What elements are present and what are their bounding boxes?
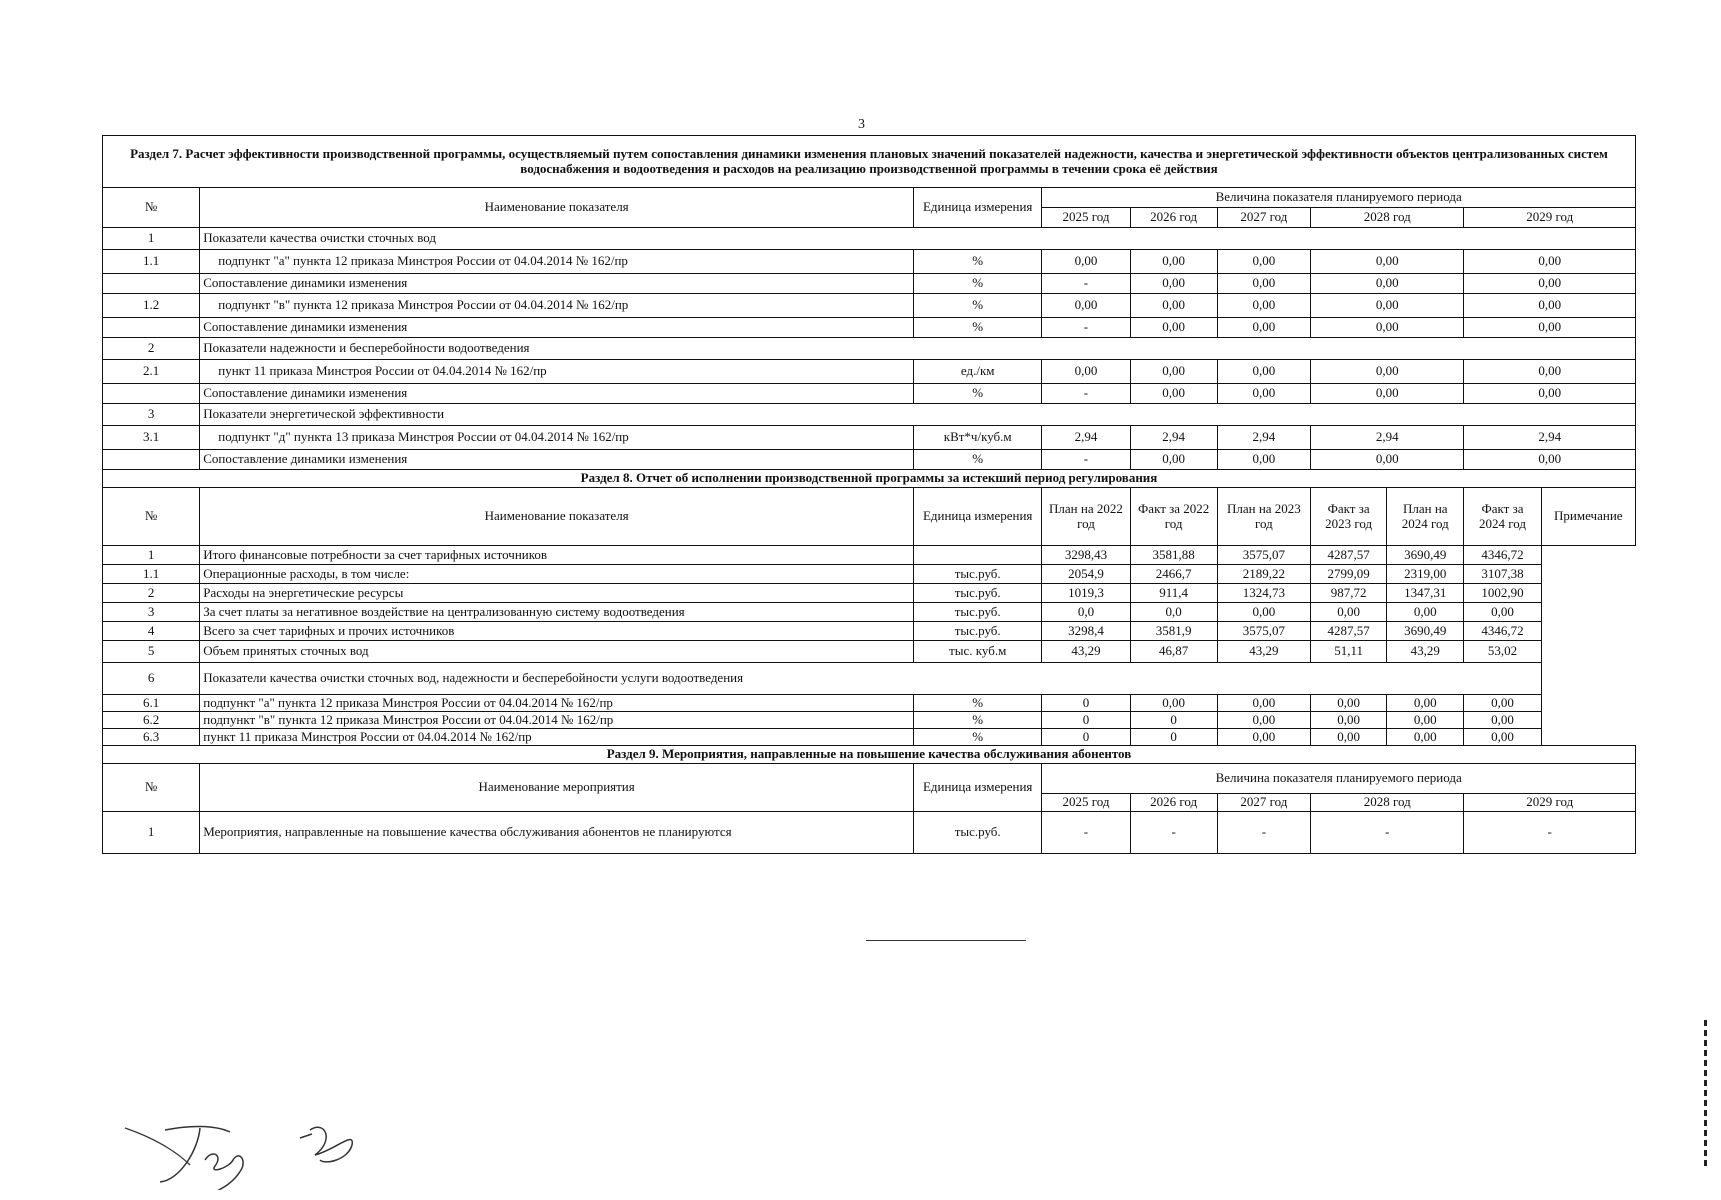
value-cell: 0,00: [1130, 250, 1217, 274]
row-number: [103, 384, 200, 404]
section9-title: Раздел 9. Мероприятия, направленные на повышение качества обслуживания абонентов: [103, 746, 1636, 764]
indicator-name: За счет платы за негативное воздействие на централизованную систему водоотведения: [200, 603, 914, 622]
row-number: 3: [103, 603, 200, 622]
value-cell: 4287,57: [1311, 546, 1387, 565]
value-cell: 0,00: [1311, 712, 1387, 729]
value-cell: 2,94: [1311, 426, 1464, 450]
handwritten-signature: [120, 1120, 380, 1190]
value-cell: 0,00: [1311, 603, 1387, 622]
unit-cell: %: [914, 250, 1042, 274]
value-cell: 0,00: [1311, 695, 1387, 712]
value-cell: 0,00: [1130, 318, 1217, 338]
value-cell: 0,00: [1311, 360, 1464, 384]
section7-title: Раздел 7. Расчет эффективности производственной программы, осуществляемый путем сопоставления динамики изменения плановых значений показателей надежности, качества и энергетической эффективности объектов централизованных систем водоснабжения и водоотведения и расходов на реализацию производственной программы в течении срока её действия: [103, 136, 1636, 188]
value-cell: 2,94: [1042, 426, 1130, 450]
unit-cell: кВт*ч/куб.м: [914, 426, 1042, 450]
row-number: 6.3: [103, 729, 200, 746]
value-cell: 0,00: [1311, 450, 1464, 470]
year-header: 2026 год: [1130, 794, 1217, 812]
value-cell: 0,00: [1130, 294, 1217, 318]
group-name: Показатели качества очистки сточных вод: [200, 228, 1636, 250]
value-cell: 0,00: [1217, 294, 1310, 318]
unit-cell: тыс. куб.м: [914, 641, 1042, 663]
value-cell: -: [1464, 812, 1636, 854]
indicator-name: подпункт "а" пункта 12 приказа Минстроя России от 04.04.2014 № 162/пр: [200, 250, 914, 274]
value-cell: 4346,72: [1464, 546, 1541, 565]
col-header-unit: Единица измерения: [914, 488, 1042, 546]
row-number: 2.1: [103, 360, 200, 384]
value-cell: 0,00: [1217, 695, 1310, 712]
group-name: Показатели надежности и бесперебойности водоотведения: [200, 338, 1636, 360]
value-cell: 0,00: [1311, 274, 1464, 294]
value-cell: 0,00: [1217, 250, 1310, 274]
value-cell: 2319,00: [1387, 565, 1464, 584]
value-cell: 0,00: [1217, 318, 1310, 338]
value-cell: 2054,9: [1042, 565, 1130, 584]
value-cell: 0,0: [1130, 603, 1217, 622]
value-cell: -: [1042, 450, 1130, 470]
value-cell: 0,00: [1217, 450, 1310, 470]
value-cell: 0,00: [1464, 274, 1636, 294]
row-number: 4: [103, 622, 200, 641]
unit-cell: %: [914, 318, 1042, 338]
row-number: 3.1: [103, 426, 200, 450]
report-row: [103, 565, 1636, 584]
year-header: 2026 год: [1130, 208, 1217, 228]
col-header-num: №: [103, 188, 200, 228]
value-cell: 3575,07: [1217, 546, 1310, 565]
indicator-name: Операционные расходы, в том числе:: [200, 565, 914, 584]
section8-header-row: [103, 488, 1636, 546]
value-cell: 2189,22: [1217, 565, 1310, 584]
value-cell: 0,00: [1464, 712, 1541, 729]
report-row: [103, 584, 1636, 603]
value-cell: 43,29: [1042, 641, 1130, 663]
value-cell: -: [1042, 384, 1130, 404]
report-table-body: [103, 136, 1636, 854]
note-cell: [1541, 546, 1635, 746]
indicator-name: подпункт "в" пункта 12 приказа Минстроя России от 04.04.2014 № 162/пр: [200, 712, 914, 729]
group-row: [103, 663, 1636, 695]
period-header: Факт за 2022 год: [1130, 488, 1217, 546]
value-cell: 0,00: [1387, 729, 1464, 746]
unit-cell: тыс.руб.: [914, 812, 1042, 854]
value-cell: 0,00: [1130, 450, 1217, 470]
group-row: [103, 404, 1636, 426]
value-cell: 0,00: [1464, 695, 1541, 712]
value-cell: 0,00: [1311, 250, 1464, 274]
indicator-name: Всего за счет тарифных и прочих источников: [200, 622, 914, 641]
value-cell: 3107,38: [1464, 565, 1541, 584]
section8-title: Раздел 8. Отчет об исполнении производственной программы за истекший период регулирования: [103, 470, 1636, 488]
indicator-name: подпункт "а" пункта 12 приказа Минстроя России от 04.04.2014 № 162/пр: [200, 695, 914, 712]
section9-header-row: [103, 764, 1636, 794]
group-row: [103, 228, 1636, 250]
value-cell: 987,72: [1311, 584, 1387, 603]
year-header: 2025 год: [1042, 208, 1130, 228]
row-number: 1.1: [103, 565, 200, 584]
row-number: 1: [103, 812, 200, 854]
value-cell: 911,4: [1130, 584, 1217, 603]
indicator-row: [103, 426, 1636, 450]
row-number: 6.2: [103, 712, 200, 729]
value-cell: 0,00: [1387, 695, 1464, 712]
year-header: 2028 год: [1311, 794, 1464, 812]
row-number: 2: [103, 338, 200, 360]
row-number: 2: [103, 584, 200, 603]
value-cell: 0,00: [1464, 384, 1636, 404]
indicator-name: Объем принятых сточных вод: [200, 641, 914, 663]
year-header: 2027 год: [1217, 794, 1310, 812]
value-cell: 3581,88: [1130, 546, 1217, 565]
unit-cell: тыс.руб.: [914, 603, 1042, 622]
report-table: [102, 135, 1636, 854]
value-cell: 0,00: [1311, 729, 1387, 746]
col-header-num: №: [103, 488, 200, 546]
value-cell: 0,00: [1217, 729, 1310, 746]
unit-cell: %: [914, 729, 1042, 746]
value-cell: -: [1311, 812, 1464, 854]
value-cell: 0: [1130, 712, 1217, 729]
value-cell: 1002,90: [1464, 584, 1541, 603]
col-header-unit: Единица измерения: [914, 764, 1042, 812]
value-cell: -: [1217, 812, 1310, 854]
value-cell: 0,00: [1130, 695, 1217, 712]
unit-cell: тыс.руб.: [914, 565, 1042, 584]
indicator-name: Сопоставление динамики изменения: [200, 274, 914, 294]
group-row: [103, 338, 1636, 360]
year-header: 2029 год: [1464, 794, 1636, 812]
value-cell: -: [1130, 812, 1217, 854]
section7-title-row: [103, 136, 1636, 188]
value-cell: -: [1042, 274, 1130, 294]
value-cell: 0,00: [1464, 318, 1636, 338]
unit-cell: %: [914, 274, 1042, 294]
row-number: [103, 450, 200, 470]
value-cell: 0,00: [1387, 603, 1464, 622]
indicator-row: [103, 318, 1636, 338]
col-header-num: №: [103, 764, 200, 812]
row-number: [103, 318, 200, 338]
row-number: 6: [103, 663, 200, 695]
indicator-row: [103, 360, 1636, 384]
unit-cell: тыс.руб.: [914, 622, 1042, 641]
value-cell: 0,00: [1464, 450, 1636, 470]
col-header-name: Наименование показателя: [200, 188, 914, 228]
value-cell: 0,00: [1217, 384, 1310, 404]
report-row: [103, 729, 1636, 746]
col-header-period: Величина показателя планируемого периода: [1042, 764, 1636, 794]
unit-cell: ед./км: [914, 360, 1042, 384]
value-cell: 0,00: [1464, 360, 1636, 384]
group-name: Показатели качества очистки сточных вод, надежности и бесперебойности услуги водоотведения: [200, 663, 1541, 695]
value-cell: -: [1042, 812, 1130, 854]
row-number: 3: [103, 404, 200, 426]
value-cell: 4346,72: [1464, 622, 1541, 641]
value-cell: 0,00: [1217, 360, 1310, 384]
indicator-name: Сопоставление динамики изменения: [200, 384, 914, 404]
period-header: План на 2022 год: [1042, 488, 1130, 546]
report-row: [103, 641, 1636, 663]
value-cell: 0,00: [1464, 603, 1541, 622]
period-header: План на 2024 год: [1387, 488, 1464, 546]
value-cell: 1347,31: [1387, 584, 1464, 603]
page-number: 3: [858, 117, 865, 132]
col-header-name: Наименование показателя: [200, 488, 914, 546]
indicator-row: [103, 450, 1636, 470]
value-cell: 2,94: [1130, 426, 1217, 450]
value-cell: 51,11: [1311, 641, 1387, 663]
value-cell: 0,00: [1387, 712, 1464, 729]
unit-cell: [914, 546, 1042, 565]
indicator-name: Расходы на энергетические ресурсы: [200, 584, 914, 603]
row-number: 5: [103, 641, 200, 663]
value-cell: 1324,73: [1217, 584, 1310, 603]
indicator-name: Сопоставление динамики изменения: [200, 450, 914, 470]
section8-title-row: [103, 470, 1636, 488]
value-cell: 0,00: [1042, 294, 1130, 318]
value-cell: 2466,7: [1130, 565, 1217, 584]
divider-line: [866, 940, 1026, 941]
value-cell: 0,00: [1130, 384, 1217, 404]
value-cell: 0,00: [1042, 360, 1130, 384]
unit-cell: %: [914, 450, 1042, 470]
col-header-note: Примечание: [1541, 488, 1635, 546]
indicator-row: [103, 294, 1636, 318]
section9-title-row: [103, 746, 1636, 764]
row-number: 1: [103, 228, 200, 250]
col-header-name: Наименование мероприятия: [200, 764, 914, 812]
value-cell: 0,00: [1464, 250, 1636, 274]
value-cell: 0,00: [1311, 384, 1464, 404]
report-row: [103, 695, 1636, 712]
indicator-name: Итого финансовые потребности за счет тарифных источников: [200, 546, 914, 565]
value-cell: 43,29: [1387, 641, 1464, 663]
section7-header-row: [103, 188, 1636, 208]
value-cell: 2799,09: [1311, 565, 1387, 584]
value-cell: 2,94: [1464, 426, 1636, 450]
value-cell: 53,02: [1464, 641, 1541, 663]
row-number: [103, 274, 200, 294]
indicator-row: [103, 384, 1636, 404]
value-cell: 3581,9: [1130, 622, 1217, 641]
value-cell: 0,00: [1042, 250, 1130, 274]
value-cell: 0,00: [1464, 294, 1636, 318]
group-name: Показатели энергетической эффективности: [200, 404, 1636, 426]
indicator-name: подпункт "в" пункта 12 приказа Минстроя России от 04.04.2014 № 162/пр: [200, 294, 914, 318]
year-header: 2028 год: [1311, 208, 1464, 228]
indicator-row: [103, 274, 1636, 294]
value-cell: 3298,43: [1042, 546, 1130, 565]
value-cell: 0,00: [1130, 360, 1217, 384]
unit-cell: %: [914, 712, 1042, 729]
scan-edge-marks: [1704, 1020, 1707, 1170]
value-cell: 0,00: [1464, 729, 1541, 746]
year-header: 2029 год: [1464, 208, 1636, 228]
value-cell: 0: [1042, 729, 1130, 746]
measure-name: Мероприятия, направленные на повышение качества обслуживания абонентов не планируются: [200, 812, 914, 854]
unit-cell: %: [914, 294, 1042, 318]
year-header: 2025 год: [1042, 794, 1130, 812]
period-header: План на 2023 год: [1217, 488, 1310, 546]
year-header: 2027 год: [1217, 208, 1310, 228]
indicator-name: пункт 11 приказа Минстроя России от 04.04.2014 № 162/пр: [200, 360, 914, 384]
value-cell: 0,0: [1042, 603, 1130, 622]
value-cell: 3690,49: [1387, 546, 1464, 565]
unit-cell: %: [914, 384, 1042, 404]
col-header-period: Величина показателя планируемого периода: [1042, 188, 1636, 208]
value-cell: 0,00: [1130, 274, 1217, 294]
report-row: [103, 603, 1636, 622]
row-number: 1.1: [103, 250, 200, 274]
value-cell: 0,00: [1217, 712, 1310, 729]
unit-cell: %: [914, 695, 1042, 712]
report-row: [103, 622, 1636, 641]
value-cell: 0: [1042, 695, 1130, 712]
period-header: Факт за 2024 год: [1464, 488, 1541, 546]
value-cell: 2,94: [1217, 426, 1310, 450]
value-cell: 4287,57: [1311, 622, 1387, 641]
value-cell: 1019,3: [1042, 584, 1130, 603]
measure-row: [103, 812, 1636, 854]
value-cell: 46,87: [1130, 641, 1217, 663]
indicator-name: подпункт "д" пункта 13 приказа Минстроя России от 04.04.2014 № 162/пр: [200, 426, 914, 450]
indicator-name: пункт 11 приказа Минстроя России от 04.04.2014 № 162/пр: [200, 729, 914, 746]
value-cell: 3575,07: [1217, 622, 1310, 641]
row-number: 1.2: [103, 294, 200, 318]
unit-cell: тыс.руб.: [914, 584, 1042, 603]
row-number: 1: [103, 546, 200, 565]
value-cell: 0: [1130, 729, 1217, 746]
value-cell: 3690,49: [1387, 622, 1464, 641]
value-cell: 43,29: [1217, 641, 1310, 663]
indicator-row: [103, 250, 1636, 274]
value-cell: -: [1042, 318, 1130, 338]
report-row: [103, 712, 1636, 729]
report-row: [103, 546, 1636, 565]
value-cell: 0,00: [1217, 274, 1310, 294]
period-header: Факт за 2023 год: [1311, 488, 1387, 546]
row-number: 6.1: [103, 695, 200, 712]
value-cell: 0,00: [1311, 318, 1464, 338]
col-header-unit: Единица измерения: [914, 188, 1042, 228]
indicator-name: Сопоставление динамики изменения: [200, 318, 914, 338]
value-cell: 3298,4: [1042, 622, 1130, 641]
value-cell: 0: [1042, 712, 1130, 729]
value-cell: 0,00: [1217, 603, 1310, 622]
value-cell: 0,00: [1311, 294, 1464, 318]
